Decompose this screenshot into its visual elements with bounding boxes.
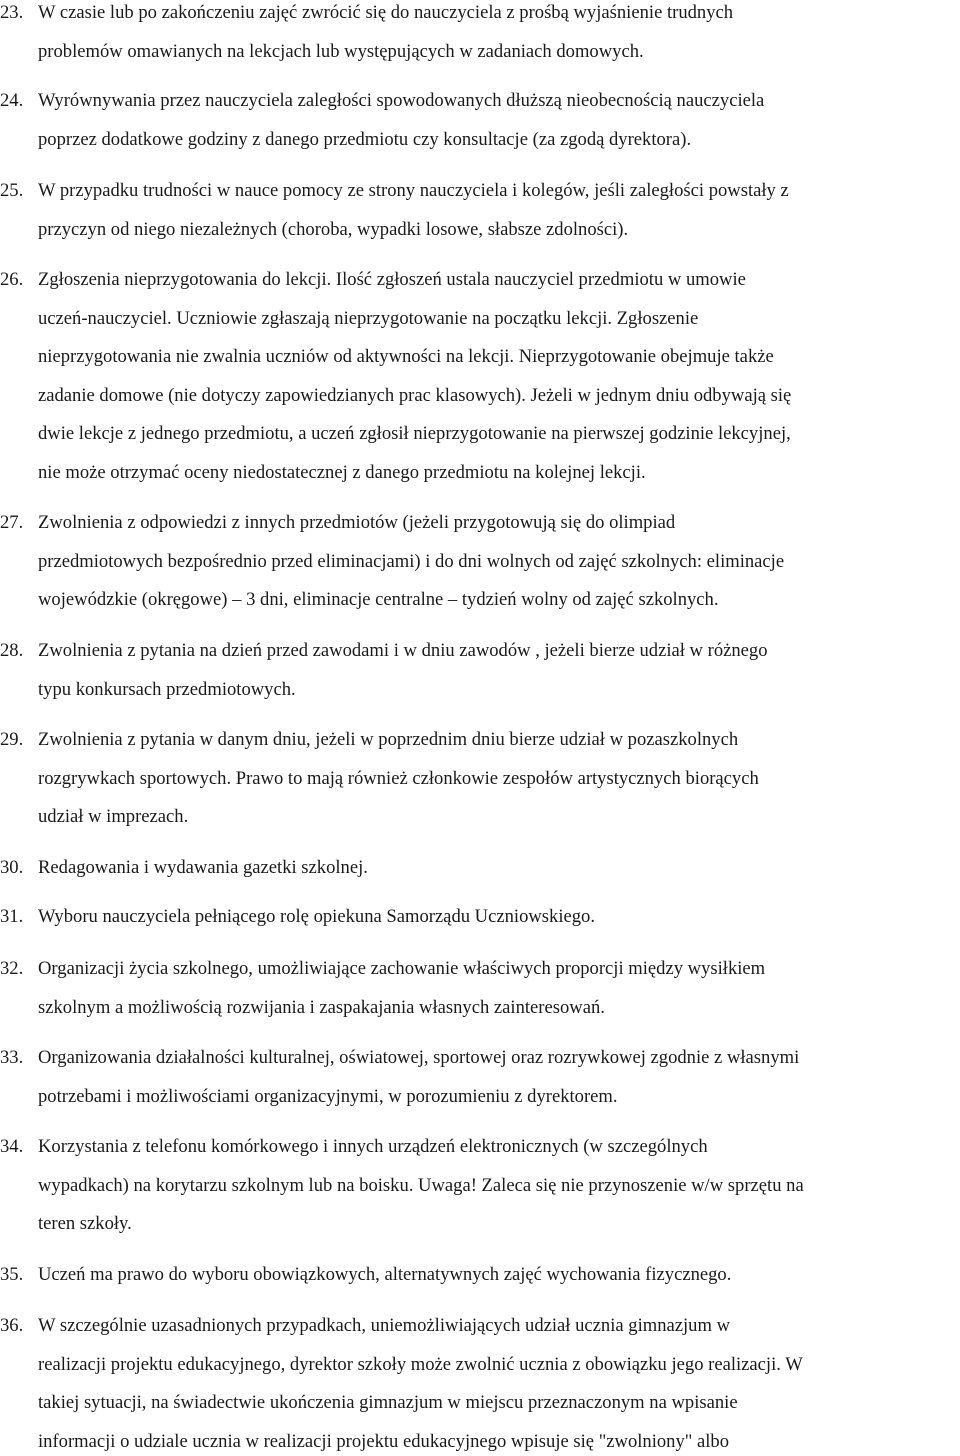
text-line: informacji o udziale ucznia w realizacji projektu edukacyjnego wpisuje się "zwolniony" albo [38,1430,730,1452]
item-text [38,1039,960,1116]
list-item-35 [0,1256,960,1295]
item-text [38,1128,960,1244]
text-line: nie może otrzymać oceny niedostatecznej z danego przedmiotu na kolejnej lekcji. [38,461,646,483]
item-number: 34. [0,1136,24,1157]
text-line: Uczeń ma prawo do wyboru obowiązkowych, alternatywnych zajęć wychowania fizycznego. [38,1264,732,1285]
list-item-28 [0,632,960,709]
list-item-34 [0,1128,960,1244]
text-line: Korzystania z telefonu komórkowego i innych urządzeń elektronicznych (w szczególnych [38,1136,708,1157]
item-number: 32. [0,958,24,979]
item-text [38,1307,960,1456]
text-line: wojewódzkie (okręgowe) – 3 dni, eliminacje centralne – tydzień wolny od zajęć szkolnych. [38,589,719,610]
item-text [38,898,960,937]
item-text [38,950,960,1027]
text-line: Organizowania działalności kulturalnej, oświatowej, sportowej oraz rozrywkowej zgodnie z własnymi [38,1047,800,1068]
text-line: Zwolnienia z pytania na dzień przed zawodami i w dniu zawodów , jeżeli bierze udział w różnego [38,640,768,661]
list-item-32 [0,950,960,1027]
list-item-24 [0,82,960,159]
text-line: W szczególnie uzasadnionych przypadkach, uniemożliwiających udział ucznia gimnazjum w [38,1315,730,1336]
list-item-27 [0,504,960,620]
item-number: 28. [0,640,24,661]
list-item-26 [0,261,960,492]
text-line: zadanie domowe (nie dotyczy zapowiedzianych prac klasowych). Jeżeli w jednym dniu odbywają się [38,384,792,406]
list-item-23 [0,0,960,71]
item-text [38,261,960,492]
text-line: Zwolnienia z pytania w danym dniu, jeżeli w poprzednim dniu bierze udział w pozaszkolnych [38,729,739,750]
text-line: rozgrywkach sportowych. Prawo to mają również członkowie zespołów artystycznych biorących [38,767,759,789]
item-text [38,0,960,71]
text-line: W przypadku trudności w nauce pomocy ze strony nauczyciela i kolegów, jeśli zaległości powstały z [38,180,789,201]
item-text [38,1256,960,1295]
item-number: 35. [0,1264,24,1285]
text-line: szkolnym a możliwością rozwijania i zaspakajania własnych zainteresowań. [38,996,605,1018]
text-line: problemów omawianych na lekcjach lub występujących w zadaniach domowych. [38,40,644,62]
item-number: 27. [0,512,24,533]
item-number: 30. [0,857,24,878]
text-line: dwie lekcje z jednego przedmiotu, a uczeń zgłosił nieprzygotowanie na pierwszej godzinie lekcyjnej, [38,423,791,444]
text-line: Wyrównywania przez nauczyciela zaległości spowodowanych dłuższą nieobecnością nauczyciela [38,90,765,111]
list-item-29 [0,721,960,837]
item-text [38,721,960,837]
text-line: teren szkoły. [38,1213,132,1234]
item-text [38,632,960,709]
item-number: 24. [0,90,24,111]
list-item-25 [0,172,960,249]
item-text [38,849,960,888]
text-line: Zwolnienia z odpowiedzi z innych przedmiotów (jeżeli przygotowują się do olimpiad [38,512,676,533]
list-item-31 [0,898,960,937]
text-line: uczeń-nauczyciel. Uczniowie zgłaszają nieprzygotowanie na początku lekcji. Zgłoszenie [38,307,699,329]
text-line: Redagowania i wydawania gazetki szkolnej. [38,857,368,878]
text-line: typu konkursach przedmiotowych. [38,678,296,700]
list-item-33 [0,1039,960,1116]
item-number: 36. [0,1315,24,1336]
text-line: Wyboru nauczyciela pełniącego rolę opiekuna Samorządu Uczniowskiego. [38,906,595,927]
text-line: potrzebami i możliwościami organizacyjnymi, w porozumieniu z dyrektorem. [38,1085,618,1107]
item-text [38,504,960,620]
text-line: Organizacji życia szkolnego, umożliwiające zachowanie właściwych proporcji między wysiłkiem [38,958,766,979]
item-number: 29. [0,729,24,750]
text-line: nieprzygotowania nie zwalnia uczniów od aktywności na lekcji. Nieprzygotowanie obejmuje także [38,346,774,367]
text-line: takiej sytuacji, na świadectwie ukończenia gimnazjum w miejscu przeznaczonym na wpisanie [38,1392,738,1413]
text-line: realizacji projektu edukacyjnego, dyrektor szkoły może zwolnić ucznia z obowiązku jego realizacji. W [38,1353,803,1375]
item-number: 26. [0,269,24,290]
text-line: W czasie lub po zakończeniu zajęć zwrócić się do nauczyciela z prośbą wyjaśnienie trudnych [38,2,734,23]
item-text [38,82,960,159]
item-number: 23. [0,2,24,23]
text-line: przyczyn od niego niezależnych (choroba, wypadki losowe, słabsze zdolności). [38,218,629,240]
item-number: 33. [0,1047,24,1068]
text-line: udział w imprezach. [38,806,189,827]
text-line: przedmiotowych bezpośrednio przed eliminacjami) i do dni wolnych od zajęć szkolnych: eliminacje [38,550,785,572]
list-item-36 [0,1307,960,1456]
text-line: wypadkach) na korytarzu szkolnym lub na boisku. Uwaga! Zaleca się nie przynoszenie w/w sprzętu na [38,1174,804,1196]
list-item-30 [0,849,960,888]
text-line: poprzez dodatkowe godziny z danego przedmiotu czy konsultacje (za zgodą dyrektora). [38,128,692,150]
item-number: 25. [0,180,24,201]
text-line: Zgłoszenia nieprzygotowania do lekcji. Ilość zgłoszeń ustala nauczyciel przedmiotu w umowie [38,269,746,290]
item-number: 31. [0,906,24,927]
item-text [38,172,960,249]
